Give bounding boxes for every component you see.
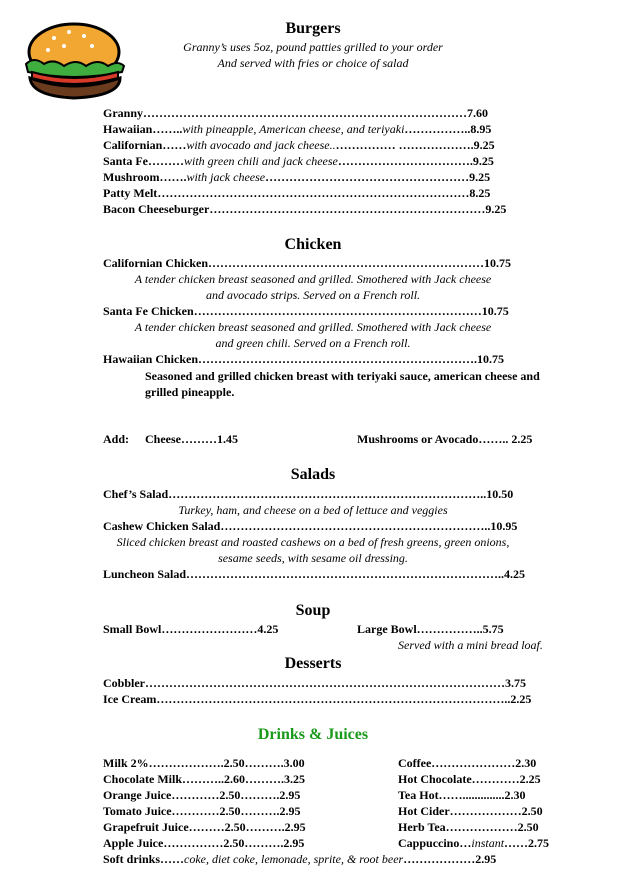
soup-large: Large Bowl……………..5.75 [357, 622, 504, 636]
item-description: Seasoned and grilled chicken breast with teriyaki sauce, american cheese and [145, 369, 540, 383]
menu-item: Chef’s Salad……………………………………………………………………..10.50 [103, 487, 514, 501]
menu-item: Hawaiian……..with pineapple, American cheese, and teriyaki……………..8.95 [103, 122, 492, 136]
item-description: and avocado strips. Served on a French roll. [205, 288, 421, 302]
drink-item: Hot Chocolate…………2.25 [398, 772, 541, 786]
item-description: A tender chicken breast seasoned and grilled. Smothered with Jack cheese [134, 320, 492, 334]
menu-item: Hawaiian Chicken…………………………………………………………….10.75 [103, 352, 505, 366]
drink-item-soft-drinks: Soft drinks……coke, diet coke, lemonade, sprite, & root beer………………2.95 [103, 852, 497, 866]
add-mushrooms: Mushrooms or Avocado…….. 2.25 [357, 432, 533, 446]
soup-note: Served with a mini bread loaf. [398, 638, 543, 652]
menu-item: Santa Fe Chicken………………………………………………………………10.75 [103, 304, 509, 318]
menu-item: Bacon Cheeseburger……………………………………………………………9.25 [103, 202, 507, 216]
soup-heading: Soup [295, 602, 331, 619]
item-description: Sliced chicken breast and roasted cashews on a bed of fresh greens, green onions, [116, 535, 510, 549]
menu-item: Cobbler………………………………………………………………………………3.75 [103, 676, 526, 690]
drink-item: Herb Tea………………2.50 [398, 820, 539, 834]
menu-item: Californian……with avocado and jack cheese..…………… ……………….9.25 [103, 138, 495, 152]
drink-item: Chocolate Milk………..2.60……….3.25 [103, 772, 305, 786]
drink-item: Apple Juice……………2.50……….2.95 [103, 836, 305, 850]
chicken-heading: Chicken [284, 236, 342, 253]
menu-item: Patty Melt……………………………………………………………………8.25 [103, 186, 491, 200]
drink-item: Coffee…………………2.30 [398, 756, 537, 770]
item-description: grilled pineapple. [145, 385, 235, 399]
menu-item: Cashew Chicken Salad…………………………………………………………..10.95 [103, 519, 518, 533]
item-description: A tender chicken breast seasoned and grilled. Smothered with Jack cheese [134, 272, 492, 286]
burgers-subtitle-2: And served with fries or choice of salad [217, 56, 409, 70]
item-description: sesame seeds, with sesame oil dressing. [218, 551, 408, 565]
item-description: and green chili. Served on a French roll. [215, 336, 411, 350]
menu-item: Californian Chicken……………………………………………………………10.75 [103, 256, 512, 270]
drinks-heading: Drinks & Juices [257, 726, 369, 743]
burgers-subtitle-1: Granny’s uses 5oz, pound patties grilled to your order [183, 40, 443, 54]
drink-item: Tomato Juice…………2.50……….2.95 [103, 804, 301, 818]
drink-item: Milk 2%……………….2.50……….3.00 [103, 756, 305, 770]
drink-item: Orange Juice…………2.50……….2.95 [103, 788, 301, 802]
add-cheese: Cheese………1.45 [145, 432, 238, 446]
drink-item: Hot Cider………………2.50 [398, 804, 543, 818]
item-description: Turkey, ham, and cheese on a bed of lettuce and veggies [178, 503, 448, 517]
soup-small: Small Bowl……………………4.25 [103, 622, 279, 636]
add-label: Add: [103, 432, 130, 446]
salads-heading: Salads [290, 466, 336, 483]
menu-item: Luncheon Salad……………………………………………………………………..4.25 [103, 567, 526, 581]
drink-item: Grapefruit Juice………2.50……….2.95 [103, 820, 306, 834]
drink-item: Tea Hot……..............2.30 [398, 788, 526, 802]
desserts-heading: Desserts [284, 655, 342, 672]
menu-item: Santa Fe………with green chili and jack cheese…………………………….9.25 [103, 154, 494, 168]
menu-item: Ice Cream……………………………………………………………………………..2.25 [103, 692, 532, 706]
menu-item: Granny………………………………………………………………………7.60 [103, 106, 489, 120]
burgers-heading: Burgers [285, 20, 341, 37]
drink-item-cappuccino: Cappuccino…instant……2.75 [398, 836, 550, 850]
menu-item: Mushroom…….with jack cheese……………………………………………9.25 [103, 170, 491, 184]
